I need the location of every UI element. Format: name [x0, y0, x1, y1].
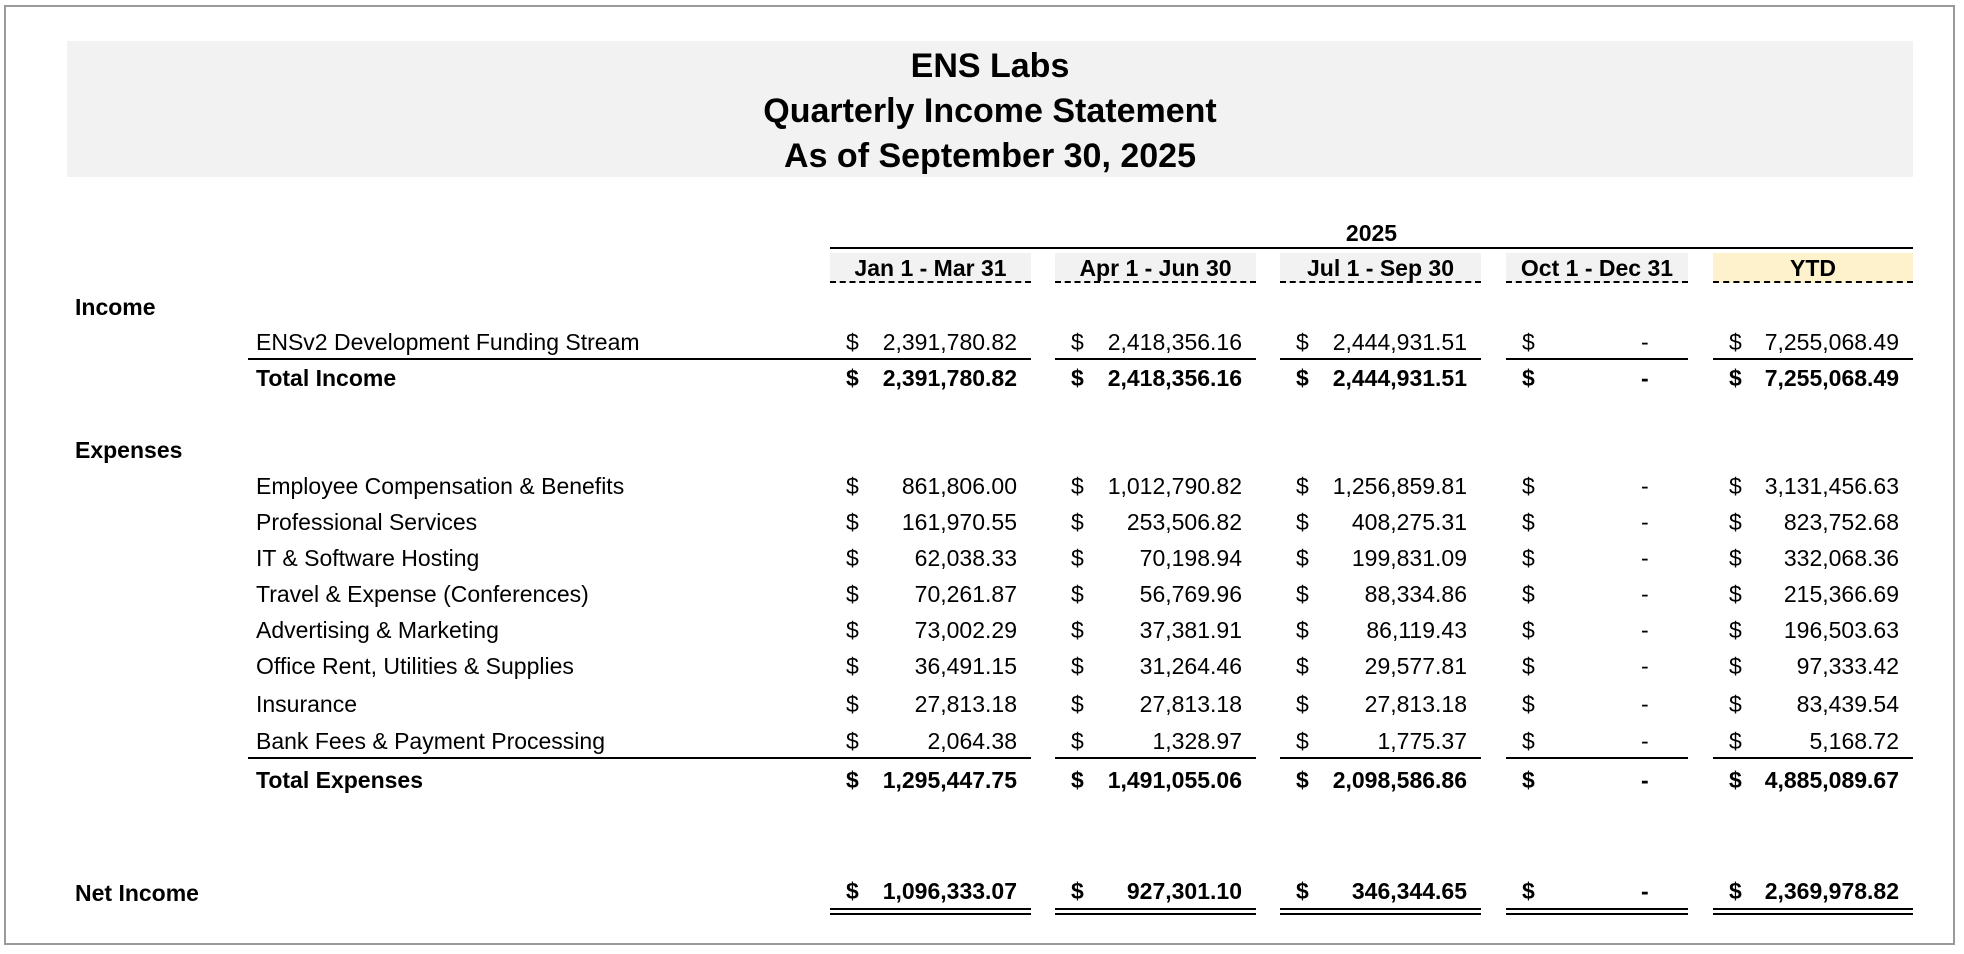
expense-row-q4-cell: [1506, 651, 1688, 681]
currency-symbol: $: [1729, 473, 1742, 499]
currency-symbol: $: [846, 581, 859, 607]
expense-row-q3-cell: [1280, 726, 1481, 756]
currency-symbol: $: [1296, 728, 1309, 754]
section-income: Income: [75, 294, 156, 320]
amount: 56,769.96: [1139, 581, 1242, 607]
amount: 2,418,356.16: [1107, 329, 1242, 355]
amount: 3,131,456.63: [1764, 473, 1899, 499]
expense-row-ytd-cell: [1713, 615, 1913, 645]
empty-value: -: [1641, 653, 1649, 679]
expense-row-q2-cell: [1055, 543, 1256, 573]
currency-symbol: $: [1729, 365, 1742, 391]
amount: 332,068.36: [1783, 545, 1899, 571]
currency-symbol: $: [1522, 653, 1535, 679]
expense-row-q4-cell: [1506, 579, 1688, 609]
column-header-q2: Apr 1 - Jun 30: [1055, 253, 1256, 283]
expenses-subtotal-rule: [1506, 757, 1688, 759]
currency-symbol: $: [1296, 767, 1309, 793]
expenses-subtotal-rule: [1280, 757, 1481, 759]
report-header: [67, 41, 1913, 177]
amount: 2,418,356.16: [1107, 365, 1242, 391]
empty-value: -: [1641, 728, 1649, 754]
expense-row-q2-cell: [1055, 615, 1256, 645]
currency-symbol: $: [1071, 878, 1084, 904]
amount: 7,255,068.49: [1764, 365, 1899, 391]
empty-value: -: [1641, 691, 1649, 717]
net-income-double-rule: [1713, 908, 1913, 915]
net-income-double-rule: [1280, 908, 1481, 915]
net-income-q2-cell: [1055, 876, 1256, 906]
currency-symbol: $: [1729, 545, 1742, 571]
currency-symbol: $: [1522, 767, 1535, 793]
currency-symbol: $: [1729, 617, 1742, 643]
expenses-subtotal-rule: [248, 757, 1031, 759]
currency-symbol: $: [1522, 509, 1535, 535]
currency-symbol: $: [1071, 581, 1084, 607]
total-income-q2-cell: [1055, 363, 1256, 393]
amount: 62,038.33: [914, 545, 1017, 571]
currency-symbol: $: [846, 691, 859, 717]
amount: 1,491,055.06: [1107, 767, 1242, 793]
net-income-double-rule: [1055, 908, 1256, 915]
currency-symbol: $: [1522, 617, 1535, 643]
expense-row-q2-cell: [1055, 507, 1256, 537]
amount: 2,391,780.82: [882, 365, 1017, 391]
currency-symbol: $: [846, 653, 859, 679]
currency-symbol: $: [1296, 878, 1309, 904]
amount: 196,503.63: [1783, 617, 1899, 643]
net-income-double-rule: [1506, 908, 1688, 915]
empty-value: -: [1641, 509, 1649, 535]
expense-row-ytd-cell: [1713, 579, 1913, 609]
amount: 215,366.69: [1783, 581, 1899, 607]
currency-symbol: $: [1071, 767, 1084, 793]
amount: 27,813.18: [1139, 691, 1242, 717]
currency-symbol: $: [1729, 581, 1742, 607]
income-row-label: ENSv2 Development Funding Stream: [256, 329, 640, 355]
amount: 1,328.97: [1152, 728, 1242, 754]
expense-row-q1-cell: [830, 689, 1031, 719]
income-subtotal-rule: [1506, 358, 1688, 360]
amount: 1,256,859.81: [1332, 473, 1467, 499]
currency-symbol: $: [1522, 329, 1535, 355]
currency-symbol: $: [1522, 878, 1535, 904]
amount: 1,775.37: [1377, 728, 1467, 754]
expense-row-ytd-cell: [1713, 689, 1913, 719]
empty-value: -: [1641, 767, 1649, 793]
currency-symbol: $: [846, 767, 859, 793]
currency-symbol: $: [1522, 581, 1535, 607]
amount: 2,064.38: [927, 728, 1017, 754]
expense-row-q4-cell: [1506, 507, 1688, 537]
amount: 199,831.09: [1351, 545, 1467, 571]
net-income-q4-cell: [1506, 876, 1688, 906]
currency-symbol: $: [1522, 545, 1535, 571]
column-header-q3: Jul 1 - Sep 30: [1280, 253, 1481, 283]
currency-symbol: $: [846, 617, 859, 643]
expense-row-label: IT & Software Hosting: [256, 545, 480, 571]
currency-symbol: $: [1296, 691, 1309, 717]
amount: 2,391,780.82: [882, 329, 1017, 355]
currency-symbol: $: [1522, 691, 1535, 717]
amount: 408,275.31: [1351, 509, 1467, 535]
currency-symbol: $: [1071, 728, 1084, 754]
expense-row-label: Advertising & Marketing: [256, 617, 499, 643]
column-header-q4: Oct 1 - Dec 31: [1506, 253, 1688, 283]
expense-row-label: Office Rent, Utilities & Supplies: [256, 653, 574, 679]
amount: 27,813.18: [914, 691, 1017, 717]
expense-row-q2-cell: [1055, 689, 1256, 719]
currency-symbol: $: [1729, 653, 1742, 679]
currency-symbol: $: [1071, 653, 1084, 679]
expense-row-q3-cell: [1280, 507, 1481, 537]
amount: 253,506.82: [1126, 509, 1242, 535]
currency-symbol: $: [1522, 365, 1535, 391]
income-subtotal-rule: [1713, 358, 1913, 360]
expense-row-q2-cell: [1055, 651, 1256, 681]
year-header: 2025: [830, 219, 1913, 249]
currency-symbol: $: [1729, 878, 1742, 904]
net-income-q1-cell: [830, 876, 1031, 906]
amount: 161,970.55: [901, 509, 1017, 535]
currency-symbol: $: [1071, 329, 1084, 355]
income-row-q3-cell: [1280, 327, 1481, 357]
total-income-ytd-cell: [1713, 363, 1913, 393]
amount: 29,577.81: [1364, 653, 1467, 679]
income-row-ytd-cell: [1713, 327, 1913, 357]
expense-row-q1-cell: [830, 471, 1031, 501]
expense-row-q1-cell: [830, 579, 1031, 609]
amount: 83,439.54: [1796, 691, 1899, 717]
amount: 2,444,931.51: [1332, 365, 1467, 391]
currency-symbol: $: [1729, 728, 1742, 754]
total-expenses-ytd-cell: [1713, 765, 1913, 795]
expense-row-ytd-cell: [1713, 651, 1913, 681]
column-header-q1: Jan 1 - Mar 31: [830, 253, 1031, 283]
currency-symbol: $: [1071, 545, 1084, 571]
income-row-q2-cell: [1055, 327, 1256, 357]
income-row-q4-cell: [1506, 327, 1688, 357]
income-subtotal-rule: [248, 358, 1031, 360]
amount: 5,168.72: [1809, 728, 1899, 754]
expense-row-q1-cell: [830, 543, 1031, 573]
total-expenses-q3-cell: [1280, 765, 1481, 795]
total-income-label: Total Income: [256, 365, 397, 391]
amount: 823,752.68: [1783, 509, 1899, 535]
currency-symbol: $: [1296, 473, 1309, 499]
amount: 1,096,333.07: [882, 878, 1017, 904]
currency-symbol: $: [1071, 365, 1084, 391]
currency-symbol: $: [1729, 509, 1742, 535]
amount: 346,344.65: [1351, 878, 1467, 904]
empty-value: -: [1641, 617, 1649, 643]
expense-row-ytd-cell: [1713, 726, 1913, 756]
currency-symbol: $: [1071, 509, 1084, 535]
currency-symbol: $: [1296, 365, 1309, 391]
currency-symbol: $: [1296, 545, 1309, 571]
total-income-q4-cell: [1506, 363, 1688, 393]
amount: 70,261.87: [914, 581, 1017, 607]
currency-symbol: $: [1522, 473, 1535, 499]
amount: 86,119.43: [1366, 617, 1467, 643]
expense-row-q1-cell: [830, 651, 1031, 681]
amount: 861,806.00: [901, 473, 1017, 499]
currency-symbol: $: [1729, 691, 1742, 717]
expenses-subtotal-rule: [1055, 757, 1256, 759]
income-subtotal-rule: [1055, 358, 1256, 360]
expense-row-q3-cell: [1280, 651, 1481, 681]
section-expenses: Expenses: [75, 437, 183, 463]
amount: 4,885,089.67: [1764, 767, 1899, 793]
expense-row-q2-cell: [1055, 471, 1256, 501]
expense-row-ytd-cell: [1713, 471, 1913, 501]
empty-value: -: [1641, 329, 1649, 355]
column-header-ytd: YTD: [1713, 253, 1913, 283]
amount: 73,002.29: [914, 617, 1017, 643]
amount: 31,264.46: [1139, 653, 1242, 679]
total-expenses-label: Total Expenses: [256, 767, 424, 793]
income-subtotal-rule: [1280, 358, 1481, 360]
currency-symbol: $: [846, 728, 859, 754]
empty-value: -: [1641, 473, 1649, 499]
expense-row-q1-cell: [830, 615, 1031, 645]
expense-row-q3-cell: [1280, 471, 1481, 501]
expense-row-label: Professional Services: [256, 509, 478, 535]
amount: 2,369,978.82: [1764, 878, 1899, 904]
total-income-q3-cell: [1280, 363, 1481, 393]
total-expenses-q1-cell: [830, 765, 1031, 795]
income-row-q1-cell: [830, 327, 1031, 357]
total-expenses-q4-cell: [1506, 765, 1688, 795]
expense-row-label: Insurance: [256, 691, 358, 717]
amount: 7,255,068.49: [1764, 329, 1899, 355]
amount: 27,813.18: [1364, 691, 1467, 717]
expense-row-label: Bank Fees & Payment Processing: [256, 728, 605, 754]
amount: 88,334.86: [1364, 581, 1467, 607]
amount: 927,301.10: [1126, 878, 1242, 904]
net-income-label: Net Income: [75, 880, 199, 906]
expense-row-q3-cell: [1280, 615, 1481, 645]
total-expenses-q2-cell: [1055, 765, 1256, 795]
currency-symbol: $: [1296, 329, 1309, 355]
amount: 37,381.91: [1139, 617, 1242, 643]
company-name: ENS Labs: [910, 47, 1070, 85]
currency-symbol: $: [1296, 581, 1309, 607]
currency-symbol: $: [846, 878, 859, 904]
currency-symbol: $: [1071, 473, 1084, 499]
expense-row-q3-cell: [1280, 579, 1481, 609]
net-income-ytd-cell: [1713, 876, 1913, 906]
empty-value: -: [1641, 545, 1649, 571]
currency-symbol: $: [1296, 617, 1309, 643]
expense-row-q4-cell: [1506, 543, 1688, 573]
amount: 1,012,790.82: [1107, 473, 1242, 499]
total-income-q1-cell: [830, 363, 1031, 393]
currency-symbol: $: [846, 545, 859, 571]
net-income-q3-cell: [1280, 876, 1481, 906]
expense-row-q1-cell: [830, 507, 1031, 537]
expense-row-label: Employee Compensation & Benefits: [256, 473, 625, 499]
currency-symbol: $: [1296, 509, 1309, 535]
empty-value: -: [1641, 365, 1649, 391]
expense-row-q3-cell: [1280, 689, 1481, 719]
currency-symbol: $: [846, 365, 859, 391]
currency-symbol: $: [1729, 329, 1742, 355]
expense-row-label: Travel & Expense (Conferences): [256, 581, 589, 607]
expense-row-q3-cell: [1280, 543, 1481, 573]
expense-row-q4-cell: [1506, 471, 1688, 501]
amount: 36,491.15: [914, 653, 1017, 679]
expenses-subtotal-rule: [1713, 757, 1913, 759]
empty-value: -: [1641, 878, 1649, 904]
report-title: Quarterly Income Statement: [763, 92, 1217, 130]
empty-value: -: [1641, 581, 1649, 607]
expense-row-ytd-cell: [1713, 543, 1913, 573]
currency-symbol: $: [846, 509, 859, 535]
expense-row-ytd-cell: [1713, 507, 1913, 537]
expense-row-q4-cell: [1506, 615, 1688, 645]
amount: 70,198.94: [1139, 545, 1242, 571]
currency-symbol: $: [1729, 767, 1742, 793]
amount: 2,444,931.51: [1332, 329, 1467, 355]
amount: 1,295,447.75: [882, 767, 1017, 793]
report-date: As of September 30, 2025: [784, 137, 1196, 175]
net-income-double-rule: [830, 908, 1031, 915]
currency-symbol: $: [1071, 691, 1084, 717]
amount: 2,098,586.86: [1332, 767, 1467, 793]
currency-symbol: $: [846, 473, 859, 499]
expense-row-q2-cell: [1055, 579, 1256, 609]
expense-row-q1-cell: [830, 726, 1031, 756]
currency-symbol: $: [846, 329, 859, 355]
expense-row-q2-cell: [1055, 726, 1256, 756]
currency-symbol: $: [1522, 728, 1535, 754]
amount: 97,333.42: [1796, 653, 1899, 679]
expense-row-q4-cell: [1506, 726, 1688, 756]
currency-symbol: $: [1296, 653, 1309, 679]
expense-row-q4-cell: [1506, 689, 1688, 719]
currency-symbol: $: [1071, 617, 1084, 643]
